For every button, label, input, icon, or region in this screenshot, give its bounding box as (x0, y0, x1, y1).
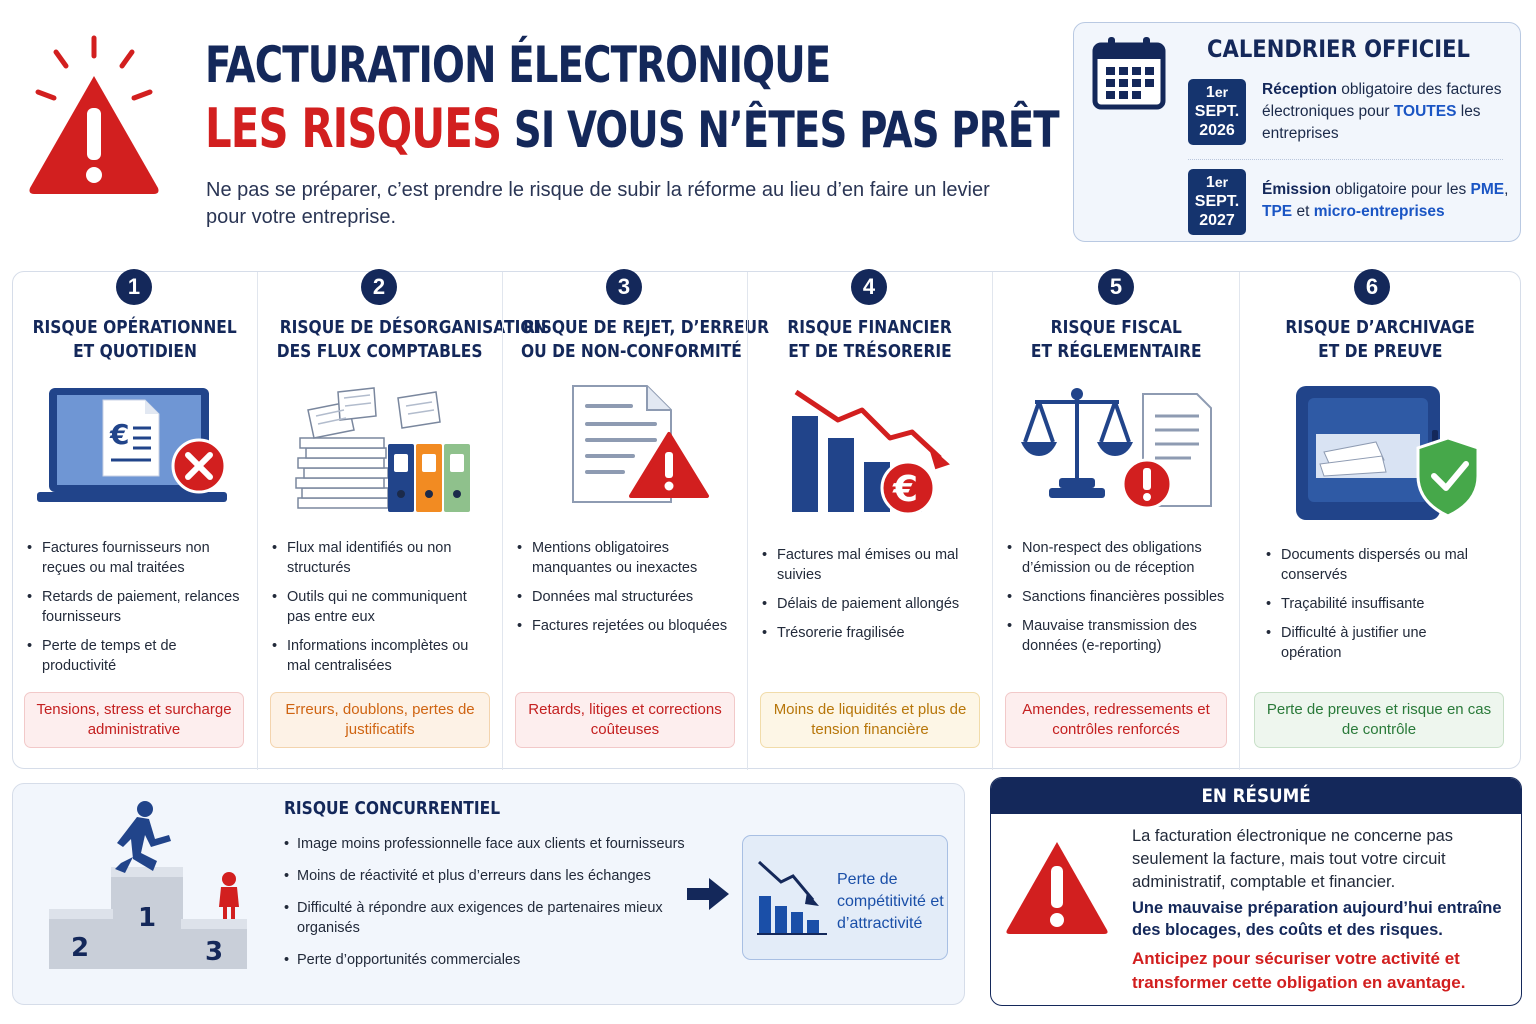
risk-number: 3 (606, 269, 642, 305)
risk-bullet-list (762, 545, 982, 652)
risk-bullet-list (517, 538, 737, 645)
calendar-date-badge (1188, 169, 1246, 235)
risk-title-line: OU DE NON-CONFORMITÉ (520, 341, 742, 362)
podium-label-second: 2 (71, 933, 90, 963)
svg-text:€: € (110, 418, 130, 451)
list-item: • Sanctions financières possibles (1007, 587, 1227, 607)
competitiveness-loss-box (742, 835, 948, 960)
entry-highlight: TOUTES (1393, 103, 1457, 120)
date-year: 2026 (1199, 122, 1235, 139)
calendar-divider (1188, 159, 1503, 160)
entry-highlight: micro-entreprises (1313, 203, 1445, 220)
official-calendar-card (1073, 22, 1521, 242)
risk-card-6 (1239, 272, 1520, 770)
runner-figure (115, 801, 171, 873)
list-item: • Factures fournisseurs non reçues ou mal traitées (27, 538, 247, 578)
title-line-2-rest: SI VOUS N’ÊTES PAS PRÊT (513, 101, 1059, 159)
risk-title-line: ET QUOTIDIEN (73, 341, 197, 362)
risk-consequence-badge: Perte de preuves et risque en cas de contrôle (1254, 692, 1504, 748)
podium-label-first: 1 (138, 903, 157, 933)
risk-card-3 (502, 272, 770, 770)
safe-shield-check-icon (1280, 380, 1490, 524)
arrow-right-icon (685, 876, 731, 912)
date-day-suffix: er (1214, 84, 1229, 100)
list-item: • Flux mal identifiés ou non structurés (272, 538, 492, 578)
list-item: • Non-respect des obligations d’émission ou de réception (1007, 538, 1227, 578)
risk-title-line: DES FLUX COMPTABLES (277, 341, 483, 362)
date-day-suffix: er (1214, 174, 1229, 190)
risk-title (1240, 316, 1520, 364)
risk-card-5 (992, 272, 1239, 770)
risk-bullet-list (1266, 545, 1486, 672)
risk-bullet-list (27, 538, 247, 685)
scales-document-alert-icon (1015, 380, 1215, 516)
risk-consequence-badge: Retards, litiges et corrections coûteuses (515, 692, 735, 748)
summary-call-to-action: Anticipez pour sécuriser votre activité et transformer cette obligation en avantage. (1132, 949, 1466, 992)
paper-pile-binders-icon (278, 380, 482, 518)
warning-triangle-icon (20, 30, 170, 200)
risk-title-line: ET DE PREUVE (1317, 341, 1443, 362)
risk-title (503, 316, 770, 364)
risks-panel (12, 271, 1521, 769)
podium-runner-icon (45, 799, 255, 971)
entry-text: les entreprises (1262, 103, 1481, 142)
summary-title: EN RÉSUMÉ (1201, 785, 1311, 807)
summary-card (990, 777, 1522, 1006)
calendar-entry-text (1262, 179, 1512, 223)
list-item: • Difficulté à répondre aux exigences de partenaires mieux organisés (284, 898, 704, 938)
risk-title-line: ET RÉGLEMENTAIRE (1030, 341, 1202, 362)
summary-warning-text: Une mauvaise préparation aujourd’hui entraîne des blocages, des coûts et des risques. (1132, 899, 1502, 939)
list-item: • Traçabilité insuffisante (1266, 594, 1486, 614)
entry-text: , (1504, 181, 1509, 198)
risk-consequence-badge: Erreurs, doublons, pertes de justificatifs (270, 692, 490, 748)
risk-consequence-badge: Amendes, redressements et contrôles renforcés (1005, 692, 1227, 748)
summary-header (991, 778, 1521, 814)
entry-keyword: Réception (1262, 81, 1337, 98)
title-line-2 (205, 94, 1059, 165)
risk-consequence-badge: Tensions, stress et surcharge administrative (24, 692, 244, 748)
title-risks-highlight: LES RISQUES (205, 97, 502, 160)
risk-title-line: RISQUE DE DÉSORGANISATION (279, 317, 547, 338)
list-item: • Données mal structurées (517, 587, 737, 607)
entry-highlight: TPE (1262, 203, 1293, 220)
document-warning-icon (543, 380, 713, 510)
svg-text:€: € (893, 469, 919, 510)
risk-number: 2 (361, 269, 397, 305)
title-line-1: FACTURATION ÉLECTRONIQUE (205, 36, 831, 94)
competitive-risk-card (12, 783, 965, 1005)
laptop-invoice-error-icon (33, 380, 233, 518)
entry-keyword: Émission (1262, 181, 1331, 198)
risk-card-4 (747, 272, 992, 770)
risk-title-line: ET DE TRÉSORERIE (788, 341, 952, 362)
list-item: • Factures mal émises ou mal suivies (762, 545, 982, 585)
date-month: SEPT. (1194, 103, 1240, 120)
risk-bullet-list (272, 538, 492, 685)
list-item: • Délais de paiement allongés (762, 594, 982, 614)
risk-number: 5 (1098, 269, 1134, 305)
list-item: • Perte de temps et de productivité (27, 636, 247, 676)
list-item: • Factures rejetées ou bloquées (517, 616, 737, 636)
risk-title-line: RISQUE DE REJET, D’ERREUR (523, 317, 770, 338)
risk-title-line: RISQUE D’ARCHIVAGE (1285, 317, 1475, 338)
date-year: 2027 (1199, 212, 1235, 229)
competitive-bullet-list (284, 834, 704, 982)
warning-triangle-icon (1003, 838, 1111, 938)
risk-number: 6 (1354, 269, 1390, 305)
falling-bar-chart-euro-icon (786, 380, 958, 516)
risk-card-2 (257, 272, 547, 770)
risk-title-line: RISQUE FINANCIER (787, 317, 953, 338)
list-item: • Trésorerie fragilisée (762, 623, 982, 643)
date-month: SEPT. (1194, 193, 1240, 210)
calendar-date-badge (1188, 79, 1246, 145)
risk-title-line: RISQUE OPÉRATIONNEL (32, 317, 238, 338)
calendar-icon (1092, 35, 1166, 111)
risk-bullet-list (1007, 538, 1227, 665)
list-item: • Informations incomplètes ou mal centralisées (272, 636, 492, 676)
list-item: • Mauvaise transmission des données (e-reporting) (1007, 616, 1227, 656)
list-item: • Mentions obligatoires manquantes ou inexactes (517, 538, 737, 578)
page-subtitle: Ne pas se préparer, c’est prendre le risque de subir la réforme au lieu d’en faire un levier pour votre entreprise. (206, 179, 990, 228)
risk-consequence-badge: Moins de liquidités et plus de tension financière (760, 692, 980, 748)
list-item: • Retards de paiement, relances fournisseurs (27, 587, 247, 627)
declining-chart-icon (757, 856, 829, 936)
summary-paragraph: La facturation électronique ne concerne pas seulement la facture, mais tout votre circuit administratif, comptable et financier. (1132, 827, 1454, 891)
list-item: • Moins de réactivité et plus d’erreurs dans les échanges (284, 866, 704, 886)
list-item: • Outils qui ne communiquent pas entre eux (272, 587, 492, 627)
entry-text: et (1292, 203, 1314, 220)
person-third-place (219, 872, 239, 919)
page-title (205, 36, 1065, 165)
competitiveness-loss-text: Perte de compétitivité et d’attractivité (837, 871, 944, 932)
risk-title (748, 316, 992, 364)
competitive-risk-title: RISQUE CONCURRENTIEL (284, 798, 501, 819)
entry-text: obligatoire pour les (1330, 181, 1471, 198)
date-day: 1 (1205, 174, 1215, 191)
risk-title (258, 316, 547, 364)
entry-highlight: PME (1470, 181, 1505, 198)
entry-text: obligatoire des factures électroniques pour (1262, 81, 1502, 120)
list-item: • Documents dispersés ou mal conservés (1266, 545, 1486, 585)
calendar-entry-text (1262, 79, 1512, 145)
risk-card-1 (13, 272, 257, 770)
risk-number: 4 (851, 269, 887, 305)
risk-number: 1 (116, 269, 152, 305)
podium-label-third: 3 (205, 937, 224, 967)
date-day: 1 (1205, 84, 1215, 101)
risk-title (993, 316, 1239, 364)
list-item: • Image moins professionnelle face aux clients et fournisseurs (284, 834, 704, 854)
list-item: • Perte d’opportunités commerciales (284, 950, 704, 970)
risk-title (13, 316, 257, 364)
list-item: • Difficulté à justifier une opération (1266, 623, 1486, 663)
calendar-title: CALENDRIER OFFICIEL (1207, 35, 1471, 63)
risk-title-line: RISQUE FISCAL (1050, 317, 1182, 338)
